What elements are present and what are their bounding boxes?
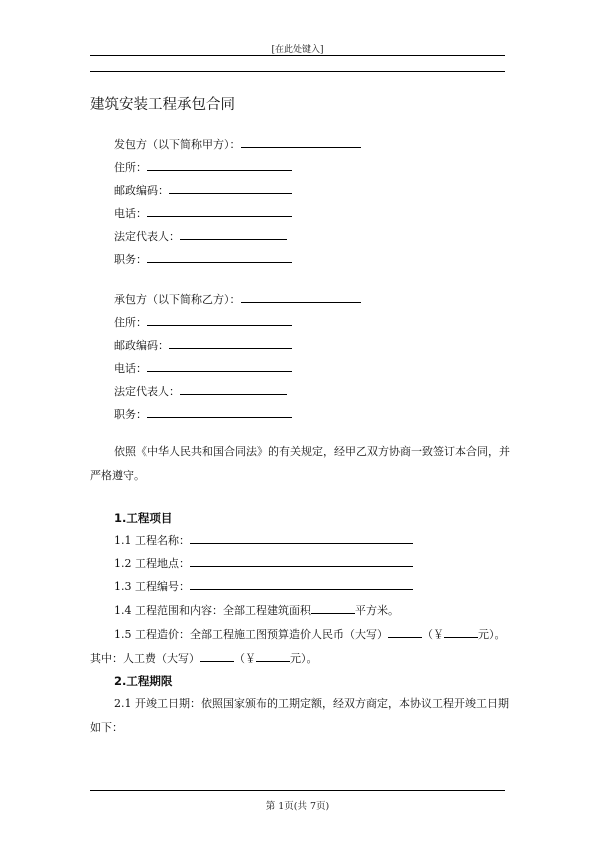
project-scope-field xyxy=(114,602,399,618)
party-a-postcode-blank xyxy=(169,182,292,194)
party-b-address-label: 住所： xyxy=(114,316,147,329)
party-b-position-label: 职务： xyxy=(114,408,147,421)
party-a-address-blank xyxy=(147,159,292,171)
project-cost-field xyxy=(114,626,506,642)
party-a-label: 发包方（以下简称甲方）： xyxy=(114,138,241,151)
project-area-blank xyxy=(311,602,355,614)
project-cost-words-blank xyxy=(388,626,422,638)
party-a-position-blank xyxy=(147,251,292,263)
party-b-label: 承包方（以下简称乙方）： xyxy=(114,293,241,306)
party-a-address-label: 住所： xyxy=(114,161,147,174)
party-a-blank xyxy=(241,136,361,148)
party-a-legal-rep-label: 法定代表人： xyxy=(114,230,180,243)
project-number-blank xyxy=(190,578,413,590)
project-cost-mid: （￥ xyxy=(422,628,444,641)
project-name-label: 1.1 工程名称： xyxy=(114,534,190,547)
project-number-label: 1.3 工程编号： xyxy=(114,580,190,593)
labor-cost-amount-blank xyxy=(256,650,290,662)
party-a-legal-rep-blank xyxy=(180,228,287,240)
party-a-position-field xyxy=(114,251,292,267)
party-a-phone-field xyxy=(114,205,292,221)
party-b-postcode-field xyxy=(114,337,292,353)
party-b-phone-label: 电话： xyxy=(114,362,147,375)
project-location-label: 1.2 工程地点： xyxy=(114,557,190,570)
party-b-legal-rep-field xyxy=(114,383,287,399)
party-a-legal-rep-field xyxy=(114,228,287,244)
party-a-address-field xyxy=(114,159,292,175)
party-a-phone-label: 电话： xyxy=(114,207,147,220)
document-title: 建筑安装工程承包合同 xyxy=(90,97,235,113)
section-2-heading: 2.工程期限 xyxy=(114,674,173,688)
project-location-field xyxy=(114,555,413,571)
party-b-legal-rep-label: 法定代表人： xyxy=(114,385,180,398)
labor-cost-mid: （￥ xyxy=(234,652,256,665)
party-a-postcode-field xyxy=(114,182,292,198)
labor-cost-words-blank xyxy=(200,650,234,662)
party-b-postcode-blank xyxy=(169,337,292,349)
project-number-field xyxy=(114,578,413,594)
party-a-position-label: 职务： xyxy=(114,253,147,266)
section-1-heading: 1.工程项目 xyxy=(114,511,173,525)
labor-cost-field xyxy=(90,650,318,666)
header-rule-secondary xyxy=(90,71,505,72)
intro-paragraph: 依照《中华人民共和国合同法》的有关规定，经甲乙双方协商一致签订本合同，并严格遵守。 xyxy=(90,445,510,482)
party-b-blank xyxy=(241,291,361,303)
page-footer: 第 1页(共 7页) xyxy=(265,801,330,812)
project-cost-amount-blank xyxy=(444,626,478,638)
party-b-postcode-label: 邮政编码： xyxy=(114,339,169,352)
party-b-legal-rep-blank xyxy=(180,383,287,395)
section-2-paragraph: 2.1 开竣工日期：依照国家颁布的工期定额，经双方商定，本协议工程开竣工日期如下： xyxy=(90,697,509,734)
party-b-phone-field xyxy=(114,360,292,376)
project-name-blank xyxy=(190,532,413,544)
party-b-address-field xyxy=(114,314,292,330)
party-b-phone-blank xyxy=(147,360,292,372)
project-scope-suffix: 平方米。 xyxy=(355,604,399,617)
project-name-field xyxy=(114,532,413,548)
labor-cost-suffix: 元）。 xyxy=(290,652,318,665)
party-b-field xyxy=(114,291,361,307)
footer-rule xyxy=(90,790,505,791)
party-b-position-field xyxy=(114,406,292,422)
header-rule xyxy=(90,55,505,56)
labor-cost-prefix: 其中：人工费（大写） xyxy=(90,652,200,665)
project-cost-prefix: 1.5 工程造价：全部工程施工图预算造价人民币（大写） xyxy=(114,628,388,641)
project-location-blank xyxy=(190,555,413,567)
project-cost-suffix: 元）。 xyxy=(478,628,506,641)
party-b-position-blank xyxy=(147,406,292,418)
party-a-field xyxy=(114,136,361,152)
party-a-phone-blank xyxy=(147,205,292,217)
party-b-address-blank xyxy=(147,314,292,326)
page-header: [在此处键入] xyxy=(271,45,324,55)
party-a-postcode-label: 邮政编码： xyxy=(114,184,169,197)
project-scope-prefix: 1.4 工程范围和内容：全部工程建筑面积 xyxy=(114,604,311,617)
